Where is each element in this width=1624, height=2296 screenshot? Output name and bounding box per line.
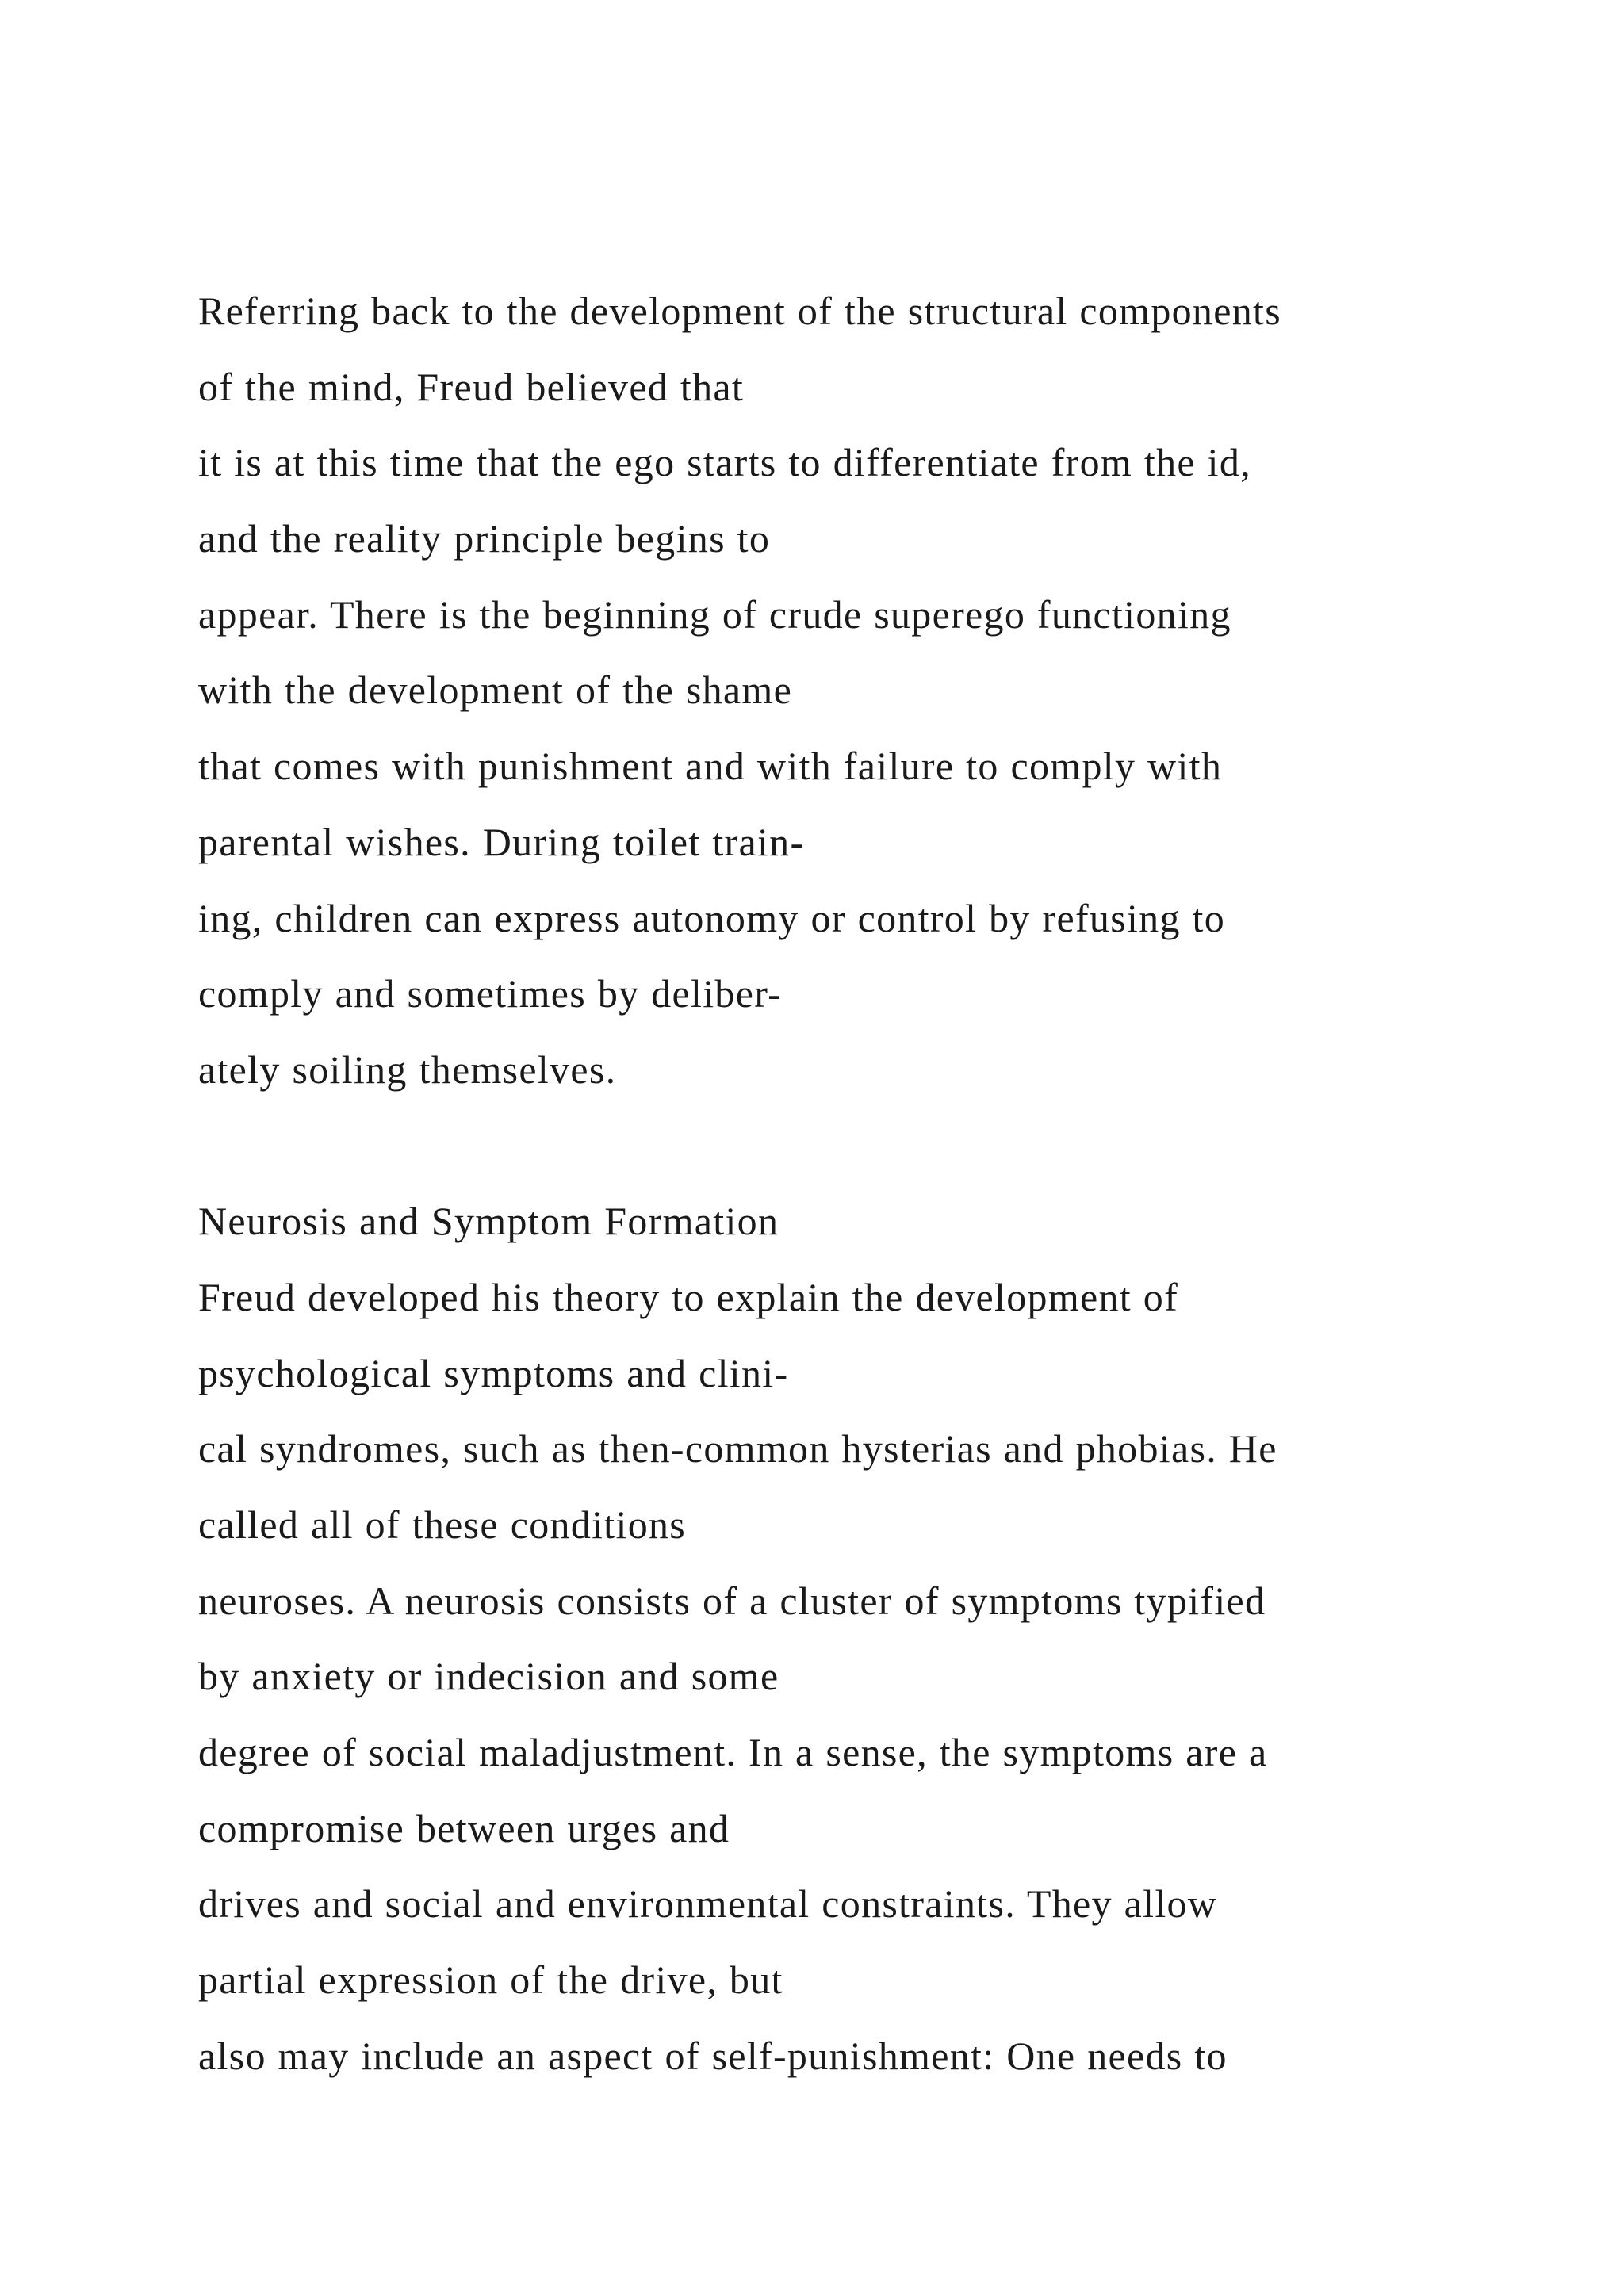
body-line: with the development of the shame: [198, 668, 793, 713]
body-line: psychological symptoms and clini-: [198, 1350, 789, 1395]
paragraph-gap: [198, 1108, 1546, 1184]
body-line: Freud developed his theory to explain the development of: [198, 1274, 1179, 1319]
body-line: it is at this time that the ego starts to differentiate from the id,: [198, 440, 1251, 485]
body-line: Referring back to the development of the structural components: [198, 289, 1281, 333]
body-line: of the mind, Freud believed that: [198, 364, 745, 409]
document-body: [198, 274, 1546, 2095]
body-line: degree of social maladjustment. In a sense, the symptoms are a: [198, 1730, 1268, 1775]
body-line: partial expression of the drive, but: [198, 1957, 783, 2003]
body-line: comply and sometimes by deliber-: [198, 971, 783, 1016]
section-heading: Neurosis and Symptom Formation: [198, 1199, 779, 1244]
body-line: neuroses. A neurosis consists of a cluster of symptoms typified: [198, 1578, 1266, 1623]
body-line: that comes with punishment and with failure to comply with: [198, 744, 1223, 789]
body-line: compromise between urges and: [198, 1805, 730, 1850]
body-line: called all of these conditions: [198, 1502, 687, 1547]
body-line: ately soiling themselves.: [198, 1047, 617, 1092]
body-line: ing, children can express autonomy or control by refusing to: [198, 895, 1226, 940]
body-line: and the reality principle begins to: [198, 516, 771, 561]
body-line: appear. There is the beginning of crude superego functioning: [198, 591, 1231, 637]
body-line: drives and social and environmental constraints. They allow: [198, 1881, 1218, 1927]
body-line: parental wishes. During toilet train-: [198, 819, 805, 864]
body-line: also may include an aspect of self-punishment: One needs to: [198, 2033, 1228, 2078]
body-line: by anxiety or indecision and some: [198, 1654, 779, 1699]
body-line: cal syndromes, such as then-common hysterias and phobias. He: [198, 1426, 1277, 1471]
